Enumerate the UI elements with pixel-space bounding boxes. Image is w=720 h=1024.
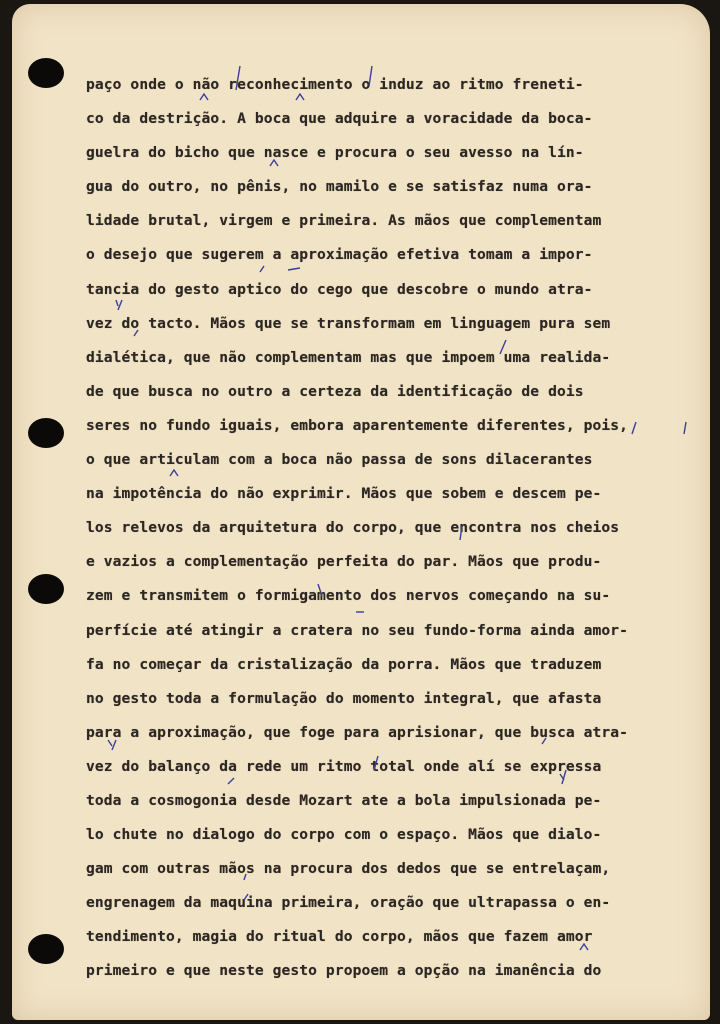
correction-stroke — [200, 94, 208, 100]
text-line: tancia do gesto aptico do cego que descobre o mundo atra- — [86, 280, 593, 298]
correction-stroke — [244, 894, 248, 900]
correction-stroke — [684, 422, 686, 434]
text-line: na impotência do não exprimir. Mãos que sobem e descem pe- — [86, 485, 602, 503]
text-line: o desejo que sugerem a aproximação efetiva tomam a impor- — [86, 246, 593, 264]
text-line: perfície até atingir a cratera no seu fundo-forma ainda amor- — [86, 621, 629, 639]
correction-stroke — [170, 470, 178, 476]
correction-stroke — [542, 738, 546, 744]
text-line: de que busca no outro a certeza da identificação de dois — [86, 382, 584, 400]
text-line: gua do outro, no pênis, no mamilo e se satisfaz numa ora- — [86, 178, 593, 196]
correction-stroke — [244, 874, 246, 880]
correction-stroke — [108, 740, 116, 750]
correction-stroke — [374, 756, 378, 770]
text-line: zem e transmitem o formigamento dos nervos começando na su- — [86, 587, 611, 605]
correction-stroke — [116, 300, 122, 310]
text-line: vez do balanço da rede um ritmo total onde alí se expressa — [86, 757, 602, 775]
correction-stroke — [228, 778, 234, 784]
text-line: toda a cosmogonia desde Mozart ate a bola impulsionada pe- — [86, 791, 602, 809]
text-line: lo chute no dialogo do corpo com o espaço. Mãos que dialo- — [86, 826, 602, 844]
correction-stroke — [369, 66, 372, 86]
text-line: vez do tacto. Mãos que se transformam em linguagem pura sem — [86, 314, 611, 332]
text-line: e vazios a complementação perfeita do par. Mãos que produ- — [86, 553, 602, 571]
correction-stroke — [260, 266, 264, 272]
text-line: no gesto toda a formulação do momento integral, que afasta — [86, 689, 602, 707]
text-line: engrenagem da maquina primeira, oração que ultrapassa o en- — [86, 894, 611, 912]
text-line: tendimento, magia do ritual do corpo, mãos que fazem amor — [86, 928, 593, 946]
text-line: primeiro e que neste gesto propoem a opção na imanência do — [86, 962, 602, 980]
text-line: co da destrição. A boca que adquire a voracidade da boca- — [86, 110, 593, 128]
correction-stroke — [560, 770, 566, 784]
correction-stroke — [460, 526, 462, 540]
correction-stroke — [318, 584, 322, 596]
text-line: seres no fundo iguais, embora aparentemente diferentes, pois, — [86, 416, 629, 434]
correction-stroke — [580, 944, 588, 950]
text-line: lidade brutal, virgem e primeira. As mãos que complementam — [86, 212, 602, 230]
text-line: dialética, que não complementam mas que impoem uma realida- — [86, 348, 611, 366]
text-line: paço onde o não reconhecimento o induz ao ritmo freneti- — [86, 76, 584, 93]
text-line: fa no começar da cristalização da porra. Mãos que traduzem — [86, 655, 602, 673]
text-line: o que articulam com a boca não passa de sons dilacerantes — [86, 451, 593, 469]
correction-stroke — [236, 66, 240, 90]
correction-stroke — [500, 340, 506, 354]
text-line: los relevos da arquitetura do corpo, que encontra nos cheios — [86, 519, 620, 537]
correction-stroke — [296, 94, 304, 100]
correction-stroke — [270, 160, 278, 166]
text-line: guelra do bicho que nasce e procura o seu avesso na lín- — [86, 144, 584, 162]
text-line: para a aproximação, que foge para aprisionar, que busca atra- — [86, 723, 629, 741]
text-line: gam com outras mãos na procura dos dedos que se entrelaçam, — [86, 860, 611, 878]
correction-stroke — [288, 268, 300, 270]
correction-stroke — [134, 330, 138, 336]
correction-stroke — [632, 422, 636, 434]
